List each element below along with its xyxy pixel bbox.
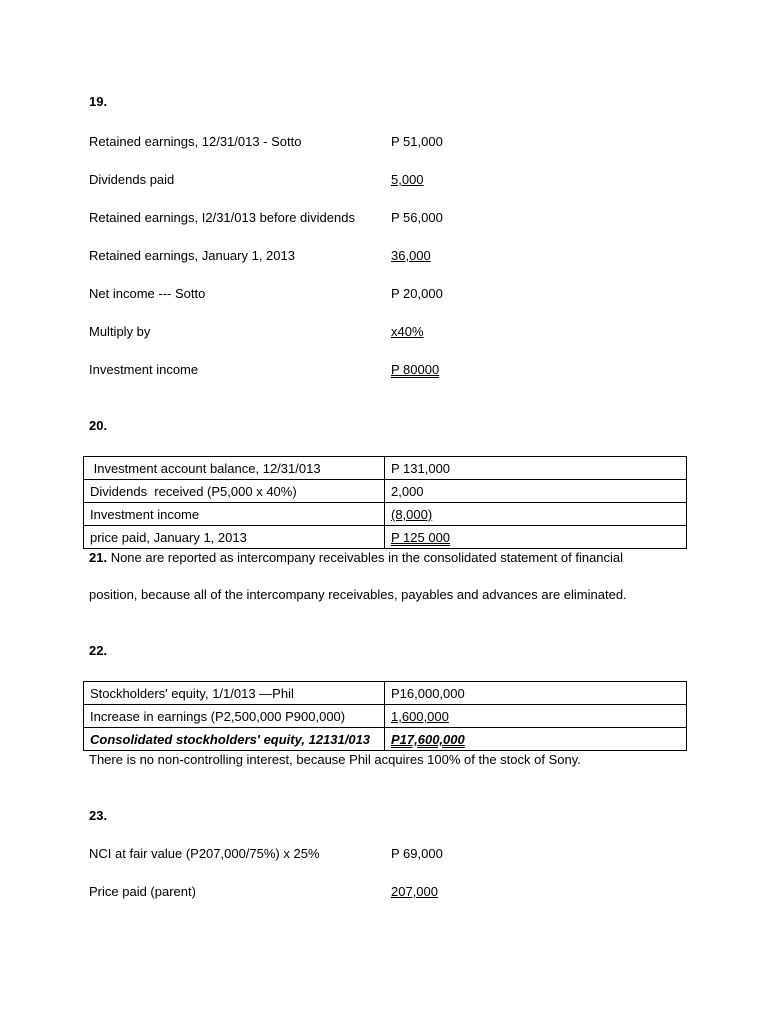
q19-row-value: 36,000 [391, 248, 431, 263]
q22-note: There is no non-controlling interest, because Phil acquires 100% of the stock of Sony. [89, 752, 581, 767]
q19-row-label: Investment income [89, 362, 199, 377]
q23-row-value: P 69,000 [391, 846, 443, 861]
table-cell-label: Dividends received (P5,000 x 40%) [84, 480, 385, 503]
q21-number: 21. [89, 550, 108, 565]
table-row [84, 728, 687, 751]
q20-number: 20. [89, 418, 108, 433]
q19-row-label: Retained earnings, January 1, 2013 [89, 248, 295, 263]
q19-number: 19. [89, 94, 108, 109]
q22-number: 22. [89, 643, 108, 658]
table-row [84, 503, 687, 526]
table-cell-label: Stockholders' equity, 1/1/013 —Phil [84, 682, 385, 705]
q23-row-value: 207,000 [391, 884, 438, 899]
table-cell-value-wrap [385, 526, 687, 549]
q19-row-label: Dividends paid [89, 172, 175, 187]
table-cell-value: 2,000 [385, 480, 687, 503]
q19-row-value: P 20,000 [391, 286, 443, 301]
q23-row-label: NCI at fair value (P207,000/75%) x 25% [89, 846, 320, 861]
q21-text: None are reported as intercompany receivables in the consolidated statement of financial [107, 550, 624, 565]
table-cell-value-wrap [385, 503, 687, 526]
q19-row-value: P 51,000 [391, 134, 443, 149]
table-cell-value: P16,000,000 [385, 682, 687, 705]
q19-row-value: P 56,000 [391, 210, 443, 225]
table-row [84, 480, 687, 503]
q19-row-value: 5,000 [391, 172, 424, 187]
table-cell-label: Investment income [84, 503, 385, 526]
table-cell-label: Consolidated stockholders' equity, 12131/013 [84, 728, 385, 751]
table-cell-label: Increase in earnings (P2,500,000 P900,000) [84, 705, 385, 728]
table-row [84, 526, 687, 549]
table-cell-value: (8,000) [391, 507, 433, 522]
table-cell-value: P 131,000 [385, 457, 687, 480]
q21-paragraph-line2: position, because all of the intercompany receivables, payables and advances are eliminated. [89, 587, 627, 602]
table-cell-label: Investment account balance, 12/31/013 [84, 457, 385, 480]
table-row [84, 457, 687, 480]
table-cell-label: price paid, January 1, 2013 [84, 526, 385, 549]
table-cell-value: 1,600,000 [391, 709, 449, 724]
table-cell-value-wrap [385, 728, 687, 751]
table-cell-value: P17,600,000 [391, 732, 465, 747]
q19-row-value: P 80000 [391, 362, 440, 377]
q19-row-label: Multiply by [89, 324, 151, 339]
q22-table [83, 681, 687, 751]
q23-row-label: Price paid (parent) [89, 884, 196, 899]
q20-table [83, 456, 687, 549]
q19-row-value: x40% [391, 324, 424, 339]
table-row [84, 682, 687, 705]
q19-row-label: Retained earnings, 12/31/013 - Sotto [89, 134, 302, 149]
table-row [84, 705, 687, 728]
table-cell-value-wrap [385, 705, 687, 728]
table-cell-value: P 125 000 [391, 530, 451, 545]
q19-row-label: Net income --- Sotto [89, 286, 206, 301]
q19-row-label: Retained earnings, I2/31/013 before dividends [89, 210, 355, 225]
q21-paragraph-line1 [89, 550, 623, 565]
q23-number: 23. [89, 808, 108, 823]
